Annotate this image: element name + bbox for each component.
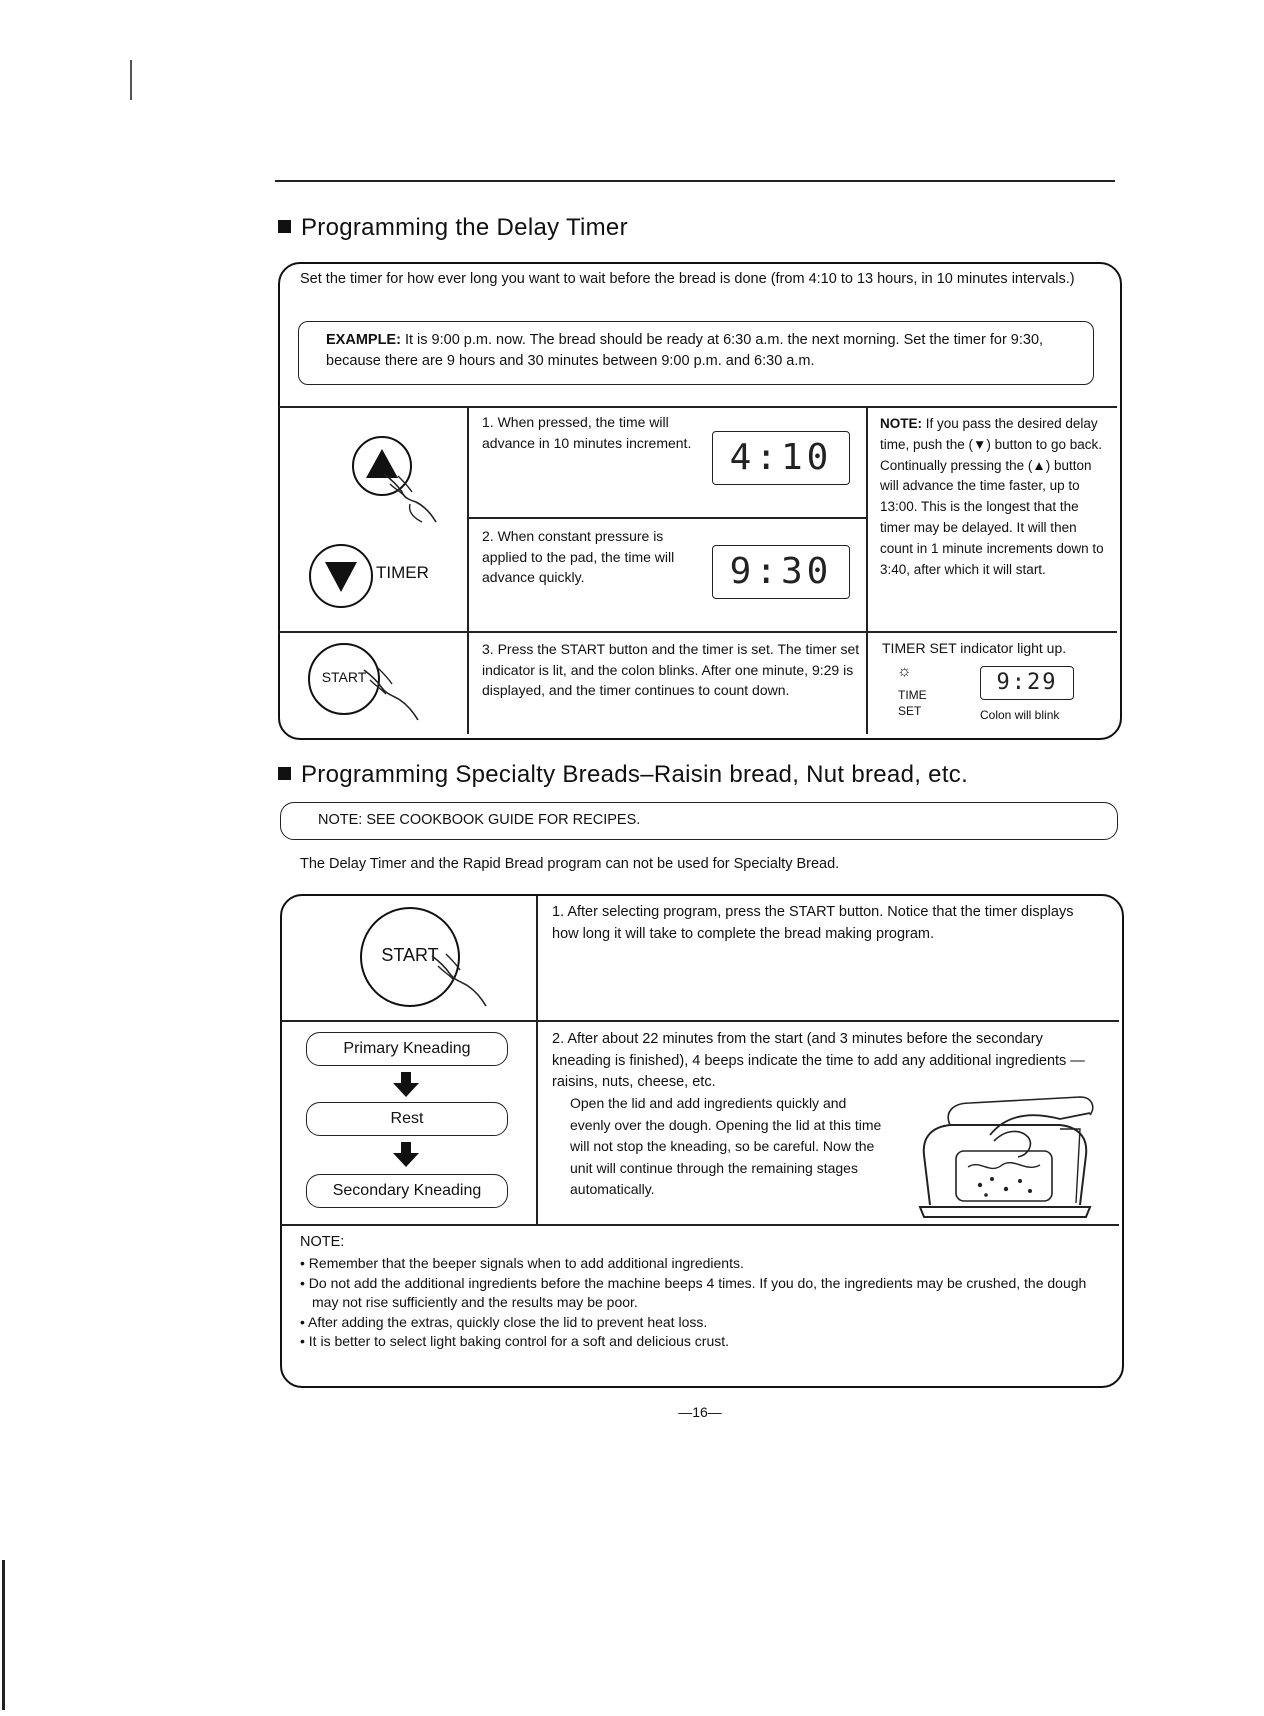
note-text: Do not add the additional ingredients before the machine beeps 4 times. If you do, the ingredients may be crushed, the dough may not rise sufficiently and the results may be poor. bbox=[308, 1274, 1087, 1310]
timer-label: TIMER bbox=[376, 563, 429, 582]
note-text: After adding the extras, quickly close the lid to prevent heat loss. bbox=[308, 1313, 708, 1330]
note-item: • Remember that the beeper signals when to add additional ingredients. bbox=[300, 1255, 744, 1271]
table-divider bbox=[467, 406, 469, 734]
pressing-hand-icon bbox=[430, 950, 500, 1010]
table-divider bbox=[468, 517, 867, 519]
note-text: It is better to select light baking control for a soft and delicious crust. bbox=[308, 1333, 730, 1349]
indicator-set-label: SET bbox=[898, 704, 922, 718]
example-label: EXAMPLE: bbox=[326, 332, 401, 348]
specialty-step-2-detail: Open the lid and add ingredients quickly and evenly over the dough. Opening the lid at this time will not stop the kneading, so be careful. Now the unit will continue through the remaining stages automatically. bbox=[570, 1095, 882, 1197]
specialty-title: Programming Specialty Breads–Raisin bread, Nut bread, etc. bbox=[301, 761, 969, 788]
arrow-down-icon bbox=[391, 1072, 421, 1098]
table-divider bbox=[281, 1020, 1119, 1022]
indicator-caption: TIMER SET indicator light up. bbox=[882, 640, 1067, 656]
example-text bbox=[326, 330, 1086, 372]
recipes-note: NOTE: SEE COOKBOOK GUIDE FOR RECIPES. bbox=[318, 812, 641, 828]
timer-step-2: 2. When constant pressure is applied to the pad, the time will advance quickly. bbox=[482, 528, 675, 585]
page-number: —16— bbox=[678, 1404, 722, 1420]
lcd-display-1: 4:10 bbox=[712, 431, 850, 485]
section-title-specialty bbox=[278, 761, 968, 789]
stage-secondary-kneading: Secondary Kneading bbox=[306, 1174, 508, 1208]
bread-machine-illustration bbox=[910, 1085, 1100, 1220]
table-divider bbox=[536, 896, 538, 1224]
timer-note-label: NOTE: bbox=[880, 416, 922, 431]
delay-timer-intro: Set the timer for how ever long you want to wait before the bread is done (from 4:10 to 13 hours, in 10 minutes intervals.) bbox=[300, 271, 1075, 287]
arrow-down-icon bbox=[391, 1142, 421, 1168]
note-item: • After adding the extras, quickly close the lid to prevent heat loss. bbox=[300, 1313, 708, 1330]
bullet-square-icon bbox=[278, 767, 291, 780]
sun-indicator-icon: ☼ bbox=[897, 663, 912, 680]
specialty-notes-list bbox=[298, 1254, 1098, 1352]
timer-step-3: 3. Press the START button and the timer is set. The timer set indicator is lit, and the colon blinks. After one minute, 9:29 is displayed, and the timer continues to count down. bbox=[482, 641, 860, 698]
start-button-label: START bbox=[321, 669, 367, 685]
lcd-display-3: 9:29 bbox=[980, 666, 1074, 700]
pressing-hand-icon bbox=[362, 664, 432, 724]
delay-timer-title: Programming the Delay Timer bbox=[301, 214, 628, 241]
note-item: • Do not add the additional ingredients before the machine beeps 4 times. If you do, the ingredients may be crushed, the dough may not rise sufficiently and the results may be poor. bbox=[300, 1274, 1087, 1310]
specialty-step-1: 1. After selecting program, press the START button. Notice that the timer displays how long it will take to complete the bread making program. bbox=[552, 904, 1074, 942]
table-divider bbox=[866, 406, 868, 734]
timer-down-button[interactable] bbox=[309, 544, 373, 608]
table-divider bbox=[279, 406, 1117, 408]
top-rule bbox=[275, 180, 1115, 182]
timer-step-1: 1. When pressed, the time will advance in 10 minutes increment. bbox=[482, 414, 692, 451]
specialty-caveat: The Delay Timer and the Rapid Bread program can not be used for Specialty Bread. bbox=[300, 856, 840, 872]
stage-rest: Rest bbox=[306, 1102, 508, 1136]
note-item: • It is better to select light baking control for a soft and delicious crust. bbox=[300, 1333, 730, 1349]
timer-note bbox=[880, 414, 1106, 580]
example-body: It is 9:00 p.m. now. The bread should be ready at 6:30 a.m. the next morning. Set the timer for 9:30, because there are 9 hours and 30 minutes between 9:00 p.m. and 6:30 a.m. bbox=[326, 332, 1044, 369]
bullet-square-icon bbox=[278, 220, 291, 233]
timer-note-text: If you pass the desired delay time, push the (▼) button to go back. Continually pressing the (▲) button will advance the time faster, up to 13:00. This is the longest that the timer may be delayed. It will then count in 1 minute increments down to 3:40, after which it will start. bbox=[880, 416, 1104, 577]
table-divider bbox=[279, 631, 1117, 633]
specialty-notes-label: NOTE: bbox=[300, 1234, 345, 1250]
note-text: Remember that the beeper signals when to add additional ingredients. bbox=[308, 1255, 744, 1271]
section-title-delay-timer bbox=[278, 214, 628, 242]
indicator-time-label: TIME bbox=[898, 688, 927, 702]
scan-mark bbox=[2, 1560, 5, 1710]
lcd-display-2: 9:30 bbox=[712, 545, 850, 599]
triangle-down-icon bbox=[311, 546, 371, 606]
specialty-step-2: 2. After about 22 minutes from the start (and 3 minutes before the secondary kneading is finished), 4 beeps indicate the time to add any additional ingredients — raisins, nuts, cheese, etc. bbox=[552, 1031, 1085, 1090]
stage-primary-kneading: Primary Kneading bbox=[306, 1032, 508, 1066]
colon-blink-caption: Colon will blink bbox=[980, 708, 1060, 722]
specialty-start-label: START bbox=[381, 945, 439, 965]
table-divider bbox=[281, 1224, 1119, 1226]
scan-mark bbox=[130, 60, 132, 100]
pressing-hand-icon bbox=[380, 470, 460, 530]
